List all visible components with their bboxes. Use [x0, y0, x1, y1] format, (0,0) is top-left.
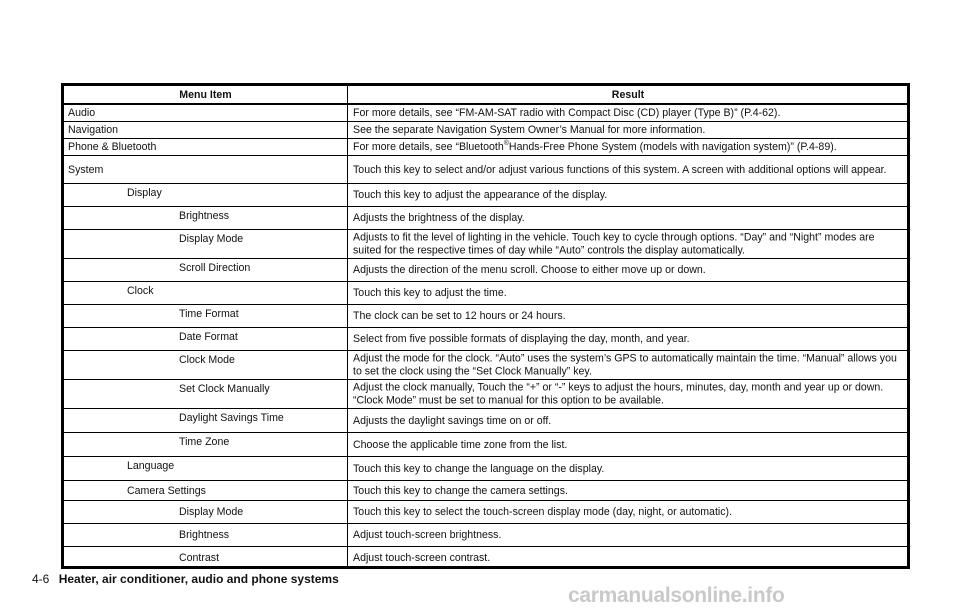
menu-item-display-mode: Display Mode [179, 233, 244, 245]
menu-item-phone-bluetooth: Phone & Bluetooth [68, 140, 157, 153]
table-row [64, 328, 907, 351]
menu-item-time-format: Time Format [179, 308, 239, 320]
menu-result-table [61, 83, 910, 569]
result-text: Adjusts the direction of the menu scroll. Choose to either move up or down. [353, 263, 706, 276]
result-text: Adjust the mode for the clock. “Auto” uses the system’s GPS to automatically maintain the time. “Manual” allows you to set the clock using the “Set Clock Manually” key. [353, 352, 897, 377]
table-row [64, 105, 907, 122]
table-row [64, 501, 907, 524]
result-text: See the separate Navigation System Owner’s Manual for more information. [353, 123, 706, 136]
menu-item-brightness: Brightness [179, 210, 230, 222]
menu-item-date-format: Date Format [179, 331, 238, 343]
registered-mark: ® [503, 140, 509, 148]
result-text: Adjust touch-screen brightness. [353, 528, 502, 541]
table-row [64, 156, 907, 184]
result-text: Touch this key to select and/or adjust various functions of this system. A screen with additional options will appear. [353, 163, 887, 176]
result-text: Adjusts the brightness of the display. [353, 211, 525, 224]
result-text: Touch this key to select the touch-screen display mode (day, night, or automatic). [353, 505, 733, 518]
header-menu-item: Menu Item [179, 88, 232, 101]
table-row [64, 282, 907, 305]
table-row [64, 409, 907, 433]
menu-item-camera-display-mode: Display Mode [179, 505, 244, 518]
menu-item-set-clock-manually: Set Clock Manually [179, 383, 270, 395]
menu-item-scroll-direction: Scroll Direction [179, 262, 251, 274]
table-row [64, 139, 907, 156]
menu-item-camera-brightness: Brightness [179, 528, 230, 541]
table-row [64, 122, 907, 139]
table-row [64, 547, 907, 569]
menu-item-system: System [68, 163, 104, 176]
result-text: Touch this key to change the camera settings. [353, 484, 568, 497]
result-text-end: Hands-Free Phone System (models with navigation system)” (P.4-89). [508, 140, 837, 153]
menu-item-daylight-savings-time: Daylight Savings Time [179, 412, 284, 424]
table-row [64, 380, 907, 409]
result-text: Adjust touch-screen contrast. [353, 551, 491, 564]
page-number: 4-6 [32, 572, 50, 586]
result-text: Choose the applicable time zone from the list. [353, 438, 568, 451]
result-text: Adjusts the daylight savings time on or off. [353, 414, 552, 427]
table-row [64, 184, 907, 207]
result-text: Touch this key to adjust the time. [353, 286, 507, 299]
result-text: Touch this key to adjust the appearance of the display. [353, 188, 608, 201]
result-text-start: For more details, see “Bluetooth [353, 140, 504, 153]
table-row [64, 207, 907, 230]
menu-item-clock: Clock [127, 285, 154, 297]
table-row [64, 259, 907, 282]
table-row [64, 457, 907, 481]
table-row [64, 524, 907, 547]
result-text: The clock can be set to 12 hours or 24 hours. [353, 309, 566, 322]
menu-item-language: Language [127, 460, 175, 472]
table-row [64, 481, 907, 501]
table-row [64, 305, 907, 328]
menu-item-camera-settings: Camera Settings [127, 484, 206, 497]
menu-item-navigation: Navigation [68, 123, 119, 136]
menu-item-contrast: Contrast [179, 551, 220, 564]
result-text: Touch this key to change the language on the display. [353, 462, 605, 475]
result-text: Adjust the clock manually, Touch the “+” or “-” keys to adjust the hours, minutes, day, month and year up or down. “Clock Mode” must be set to manual for this option to be available. [353, 381, 884, 406]
result-text: For more details, see “FM-AM-SAT radio with Compact Disc (CD) player (Type B)” (P.4-62). [353, 106, 781, 119]
watermark-logo: carmanualsonline.info [568, 584, 785, 607]
table-row [64, 230, 907, 259]
result-text [353, 141, 903, 154]
menu-item-display: Display [127, 187, 162, 199]
result-text: Select from five possible formats of displaying the day, month, and year. [353, 332, 690, 345]
menu-item-time-zone: Time Zone [179, 436, 230, 448]
menu-item-audio: Audio [68, 106, 96, 119]
result-text: Adjusts to fit the level of lighting in the vehicle. Touch key to cycle through options. “Day” and “Night” modes are suited for the respective times of day while “Auto” controls the display automatically. [353, 231, 875, 256]
table-header-row [64, 86, 907, 105]
header-result: Result [611, 88, 645, 101]
table-row [64, 351, 907, 380]
page-footer [32, 572, 339, 586]
section-title: Heater, air conditioner, audio and phone systems [58, 572, 339, 586]
table-row [64, 433, 907, 457]
menu-item-clock-mode: Clock Mode [179, 354, 235, 366]
